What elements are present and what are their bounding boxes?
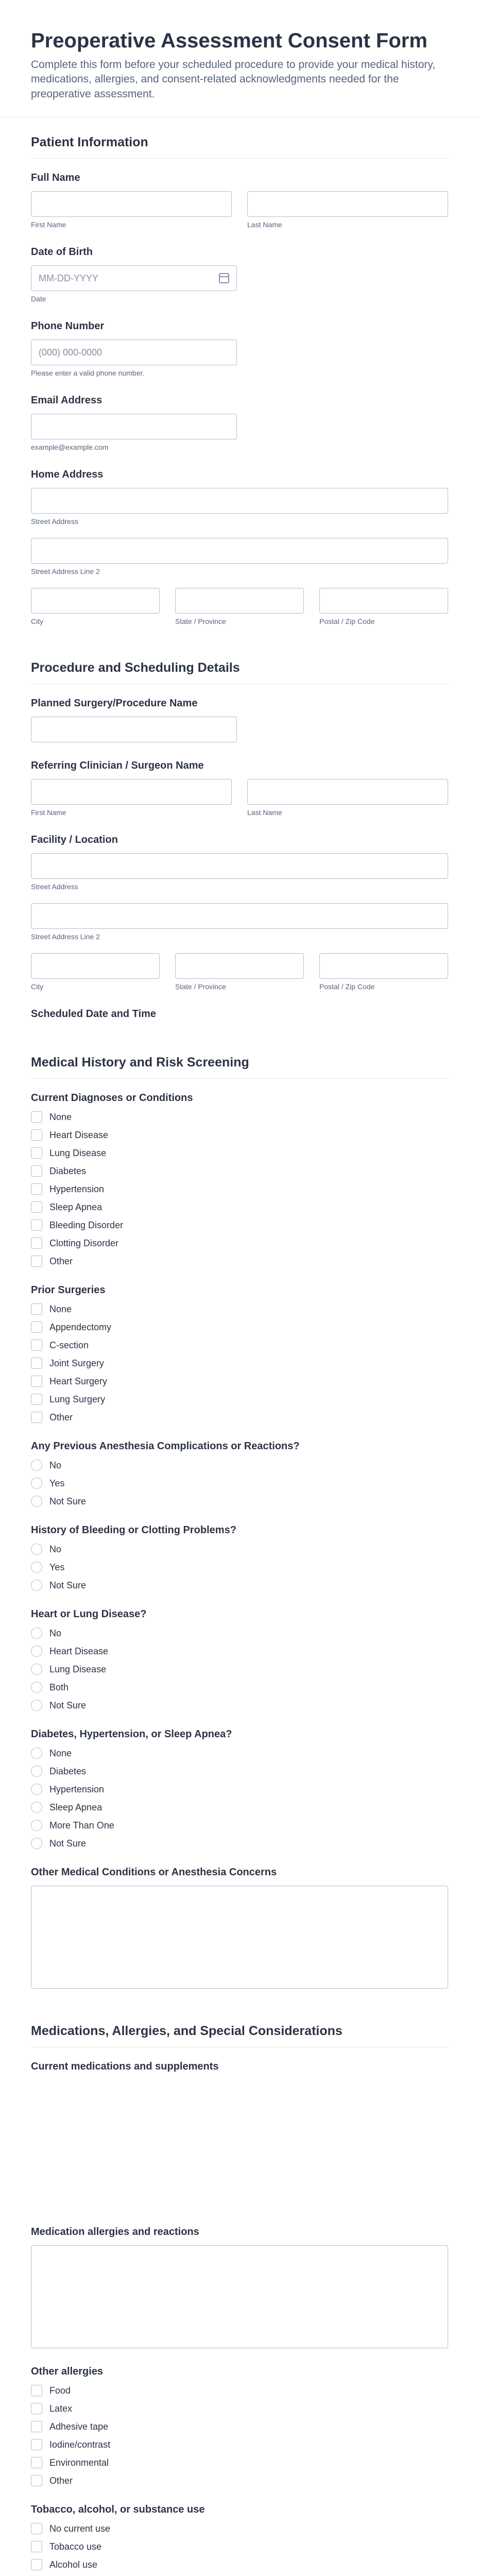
other-conditions-field xyxy=(31,1867,448,1989)
sublabel: First Name xyxy=(31,221,66,229)
field-label: Tobacco, alcohol, or substance use xyxy=(31,2504,205,2516)
checkbox[interactable] xyxy=(31,2439,42,2450)
option-label: Diabetes xyxy=(49,1165,87,1176)
option-label: Iodine/contrast xyxy=(49,2439,111,2450)
option-label: C-section xyxy=(49,1340,89,1350)
checkbox-option[interactable] xyxy=(31,1376,448,1387)
checkbox-option[interactable] xyxy=(31,2421,448,2432)
option-label: Joint Surgery xyxy=(49,1358,105,1368)
city-input[interactable] xyxy=(31,588,160,614)
checkbox-option[interactable] xyxy=(31,2523,448,2534)
surgery-name-input[interactable] xyxy=(31,717,237,742)
checkbox-option[interactable] xyxy=(31,1238,448,1249)
checkbox-option[interactable] xyxy=(31,1165,448,1177)
section-header xyxy=(31,2006,448,2047)
option-label: Not Sure xyxy=(49,1700,87,1710)
radio-option[interactable] xyxy=(31,1802,448,1813)
checkbox[interactable] xyxy=(31,1340,42,1351)
medications-section xyxy=(0,2006,479,2576)
sublabel: Date xyxy=(31,295,46,303)
field-label: Prior Surgeries xyxy=(31,1284,106,1296)
section-header xyxy=(31,643,448,684)
radio-button[interactable] xyxy=(31,1478,42,1489)
option-label: Other xyxy=(49,2475,73,2486)
checkbox[interactable] xyxy=(31,2541,42,2552)
full-name-field xyxy=(31,172,448,229)
bleeding-field xyxy=(31,1524,448,1591)
medication-allergies-field xyxy=(31,2226,448,2348)
sublabel: Postal / Zip Code xyxy=(319,982,375,991)
sublabel: City xyxy=(31,982,44,991)
option-label: No current use xyxy=(49,2523,111,2534)
first-name-input[interactable] xyxy=(31,191,232,217)
radio-option[interactable] xyxy=(31,1682,448,1693)
sublabel: Street Address Line 2 xyxy=(31,567,100,576)
clinician-field xyxy=(31,760,448,817)
radio-option[interactable] xyxy=(31,1496,448,1507)
other-allergies-field xyxy=(31,2366,448,2486)
checkbox-option[interactable] xyxy=(31,1147,448,1159)
surgery-name-field xyxy=(31,698,448,742)
option-label: Tobacco use xyxy=(49,2541,102,2552)
option-label: Other xyxy=(49,1256,73,1266)
checkbox[interactable] xyxy=(31,1238,42,1249)
field-label: Referring Clinician / Surgeon Name xyxy=(31,760,204,772)
radio-button[interactable] xyxy=(31,1580,42,1591)
checkbox-option[interactable] xyxy=(31,2403,448,2414)
radio-button[interactable] xyxy=(31,1784,42,1795)
anesthesia-options xyxy=(31,1460,448,1507)
facility-street-input[interactable] xyxy=(31,853,448,879)
radio-button[interactable] xyxy=(31,1700,42,1711)
field-label: Phone Number xyxy=(31,320,105,332)
anesthesia-field xyxy=(31,1440,448,1507)
checkbox[interactable] xyxy=(31,2559,42,2570)
section-title: Medical History and Risk Screening xyxy=(31,1055,249,1070)
checkbox[interactable] xyxy=(31,1165,42,1177)
option-label: Latex xyxy=(49,2403,73,2414)
checkbox[interactable] xyxy=(31,1321,42,1333)
checkbox-option[interactable] xyxy=(31,1111,448,1123)
sublabel: Last Name xyxy=(247,221,282,229)
field-label: Diabetes, Hypertension, or Sleep Apnea? xyxy=(31,1728,232,1740)
radio-option[interactable] xyxy=(31,1748,448,1759)
radio-button[interactable] xyxy=(31,1682,42,1693)
zip-input[interactable] xyxy=(319,588,448,614)
surgeries-field xyxy=(31,1284,448,1423)
option-label: Heart Disease xyxy=(49,1646,109,1656)
option-label: Hypertension xyxy=(49,1784,105,1794)
checkbox-option[interactable] xyxy=(31,2439,448,2450)
radio-button[interactable] xyxy=(31,1544,42,1555)
option-label: Heart Surgery xyxy=(49,1376,108,1386)
phone-input[interactable] xyxy=(31,340,237,365)
radio-button[interactable] xyxy=(31,1628,42,1639)
option-label: Food xyxy=(49,2385,71,2396)
option-label: Other xyxy=(49,1412,73,1422)
field-label: Other allergies xyxy=(31,2366,104,2378)
option-label: Sleep Apnea xyxy=(49,1802,102,1812)
checkbox-option[interactable] xyxy=(31,1129,448,1141)
checkbox[interactable] xyxy=(31,2457,42,2468)
checkbox-option[interactable] xyxy=(31,2541,448,2552)
radio-option[interactable] xyxy=(31,1820,448,1831)
checkbox-option[interactable] xyxy=(31,2385,448,2396)
section-title: Patient Information xyxy=(31,135,148,150)
sublabel: State / Province xyxy=(175,617,226,626)
radio-button[interactable] xyxy=(31,1646,42,1657)
checkbox[interactable] xyxy=(31,1376,42,1387)
checkbox[interactable] xyxy=(31,1394,42,1405)
option-label: None xyxy=(49,1748,72,1758)
email-input[interactable] xyxy=(31,414,237,439)
radio-button[interactable] xyxy=(31,1802,42,1813)
radio-button[interactable] xyxy=(31,1460,42,1471)
street-address-input[interactable] xyxy=(31,488,448,514)
radio-button[interactable] xyxy=(31,1562,42,1573)
procedure-section xyxy=(0,643,479,1020)
field-label: Current medications and supplements xyxy=(31,2061,219,2073)
radio-option[interactable] xyxy=(31,1664,448,1675)
checkbox[interactable] xyxy=(31,1201,42,1213)
email-field xyxy=(31,395,448,451)
checkbox-option[interactable] xyxy=(31,1183,448,1195)
checkbox[interactable] xyxy=(31,1412,42,1423)
checkbox-option[interactable] xyxy=(31,1394,448,1405)
option-label: Lung Disease xyxy=(49,1147,107,1158)
field-label: History of Bleeding or Clotting Problems? xyxy=(31,1524,236,1536)
checkbox[interactable] xyxy=(31,1358,42,1369)
dob-placeholder: MM-DD-YYYY xyxy=(39,273,98,283)
checkbox[interactable] xyxy=(31,1129,42,1141)
checkbox-option[interactable] xyxy=(31,1303,448,1315)
option-label: Lung Disease xyxy=(49,1664,107,1674)
checkbox-option[interactable] xyxy=(31,1358,448,1369)
option-label: Both xyxy=(49,1682,69,1692)
checkbox-option[interactable] xyxy=(31,2475,448,2486)
checkbox[interactable] xyxy=(31,1183,42,1195)
option-label: No xyxy=(49,1628,62,1638)
sublabel: State / Province xyxy=(175,982,226,991)
surgeries-options xyxy=(31,1303,448,1423)
radio-option[interactable] xyxy=(31,1646,448,1657)
facility-field xyxy=(31,834,448,991)
option-label: Not Sure xyxy=(49,1496,87,1506)
field-label: Facility / Location xyxy=(31,834,118,846)
form-description: Complete this form before your scheduled procedure to provide your medical history, medications, allergies, and consent-related acknowledgments needed for the preoperative assessment. xyxy=(31,59,436,100)
heart-lung-options xyxy=(31,1628,448,1711)
substance-field xyxy=(31,2504,448,2576)
sublabel: example@example.com xyxy=(31,443,109,452)
option-label: Sleep Apnea xyxy=(49,1201,102,1212)
option-label: Heart Disease xyxy=(49,1129,109,1140)
radio-option[interactable] xyxy=(31,1784,448,1795)
diagnoses-options xyxy=(31,1111,448,1267)
medication-allergies-textarea[interactable] xyxy=(31,2245,448,2348)
checkbox[interactable] xyxy=(31,1303,42,1315)
field-label: Medication allergies and reactions xyxy=(31,2226,199,2238)
diagnoses-field xyxy=(31,1092,448,1267)
substance-options xyxy=(31,2523,448,2576)
clinician-first-name-input[interactable] xyxy=(31,779,232,805)
option-label: Diabetes xyxy=(49,1766,87,1776)
checkbox[interactable] xyxy=(31,2475,42,2486)
option-label: Yes xyxy=(49,1478,65,1488)
last-name-input[interactable] xyxy=(247,191,448,217)
option-label: Not Sure xyxy=(49,1580,87,1590)
sublabel: City xyxy=(31,617,44,626)
checkbox[interactable] xyxy=(31,2403,42,2414)
checkbox-option[interactable] xyxy=(31,1201,448,1213)
option-label: No xyxy=(49,1544,62,1554)
field-label: Any Previous Anesthesia Complications or Reactions? xyxy=(31,1440,300,1452)
current-medications-field xyxy=(31,2061,448,2209)
radio-option[interactable] xyxy=(31,1562,448,1573)
radio-option[interactable] xyxy=(31,1460,448,1471)
checkbox-option[interactable] xyxy=(31,1256,448,1267)
field-label: Scheduled Date and Time xyxy=(31,1008,157,1020)
checkbox[interactable] xyxy=(31,2385,42,2396)
field-label: Full Name xyxy=(31,172,80,184)
other-allergies-options xyxy=(31,2385,448,2486)
field-label: Planned Surgery/Procedure Name xyxy=(31,698,198,709)
facility-zip-input[interactable] xyxy=(319,953,448,979)
radio-option[interactable] xyxy=(31,1766,448,1777)
radio-button[interactable] xyxy=(31,1838,42,1849)
bleeding-options xyxy=(31,1544,448,1591)
option-label: Environmental xyxy=(49,2457,109,2468)
option-label: Bleeding Disorder xyxy=(49,1219,124,1230)
phone-field xyxy=(31,320,448,377)
current-medications-area[interactable] xyxy=(31,2080,448,2209)
radio-button[interactable] xyxy=(31,1766,42,1777)
checkbox-option[interactable] xyxy=(31,1219,448,1231)
date-time-field xyxy=(31,1008,448,1020)
sublabel: First Name xyxy=(31,808,66,817)
checkbox[interactable] xyxy=(31,2421,42,2432)
option-label: None xyxy=(49,1303,72,1314)
option-label: Lung Surgery xyxy=(49,1394,106,1404)
radio-option[interactable] xyxy=(31,1544,448,1555)
form-header xyxy=(0,0,479,117)
checkbox-option[interactable] xyxy=(31,2559,448,2570)
option-label: Alcohol use xyxy=(49,2559,98,2570)
facility-state-input[interactable] xyxy=(175,953,304,979)
checkbox[interactable] xyxy=(31,2523,42,2534)
checkbox-option[interactable] xyxy=(31,1340,448,1351)
dob-field xyxy=(31,246,448,303)
field-label: Date of Birth xyxy=(31,246,93,258)
checkbox-option[interactable] xyxy=(31,2457,448,2468)
radio-option[interactable] xyxy=(31,1478,448,1489)
other-conditions-textarea[interactable] xyxy=(31,1886,448,1989)
radio-button[interactable] xyxy=(31,1664,42,1675)
sublabel: Street Address xyxy=(31,883,78,891)
field-label: Heart or Lung Disease? xyxy=(31,1608,147,1620)
facility-city-input[interactable] xyxy=(31,953,160,979)
section-title: Procedure and Scheduling Details xyxy=(31,660,240,675)
sublabel: Street Address xyxy=(31,517,78,526)
option-label: Adhesive tape xyxy=(49,2421,109,2432)
radio-button[interactable] xyxy=(31,1820,42,1831)
calendar-icon[interactable] xyxy=(219,273,229,283)
option-label: Not Sure xyxy=(49,1838,87,1849)
phone-placeholder: (000) 000-0000 xyxy=(39,347,102,358)
street-address-2-input[interactable] xyxy=(31,538,448,564)
checkbox[interactable] xyxy=(31,1219,42,1231)
section-header xyxy=(31,117,448,159)
field-label: Current Diagnoses or Conditions xyxy=(31,1092,193,1104)
radio-option[interactable] xyxy=(31,1580,448,1591)
field-label: Email Address xyxy=(31,395,102,406)
checkbox-option[interactable] xyxy=(31,1412,448,1423)
radio-button[interactable] xyxy=(31,1496,42,1507)
facility-street-2-input[interactable] xyxy=(31,903,448,929)
history-section xyxy=(0,1038,479,1989)
clinician-last-name-input[interactable] xyxy=(247,779,448,805)
radio-option[interactable] xyxy=(31,1838,448,1849)
radio-option[interactable] xyxy=(31,1700,448,1711)
option-label: None xyxy=(49,1111,72,1122)
checkbox-option[interactable] xyxy=(31,1321,448,1333)
option-label: More Than One xyxy=(49,1820,114,1831)
dhs-options xyxy=(31,1748,448,1849)
heart-lung-field xyxy=(31,1608,448,1711)
field-label: Home Address xyxy=(31,469,104,481)
option-label: Yes xyxy=(49,1562,65,1572)
option-label: Clotting Disorder xyxy=(49,1238,119,1248)
sublabel: Street Address Line 2 xyxy=(31,933,100,941)
field-label: Other Medical Conditions or Anesthesia Concerns xyxy=(31,1867,277,1878)
checkbox[interactable] xyxy=(31,1111,42,1123)
home-address-field xyxy=(31,469,448,625)
section-header xyxy=(31,1038,448,1079)
dhs-field xyxy=(31,1728,448,1849)
dob-input[interactable] xyxy=(31,265,237,291)
section-title: Medications, Allergies, and Special Considerations xyxy=(31,2024,343,2039)
form-title: Preoperative Assessment Consent Form xyxy=(31,29,427,52)
checkbox[interactable] xyxy=(31,1147,42,1159)
option-label: Hypertension xyxy=(49,1183,105,1194)
radio-button[interactable] xyxy=(31,1748,42,1759)
sublabel: Postal / Zip Code xyxy=(319,617,375,626)
radio-option[interactable] xyxy=(31,1628,448,1639)
option-label: No xyxy=(49,1460,62,1470)
checkbox[interactable] xyxy=(31,1256,42,1267)
patient-section xyxy=(0,117,479,625)
sublabel: Please enter a valid phone number. xyxy=(31,369,145,378)
option-label: Appendectomy xyxy=(49,1321,112,1332)
sublabel: Last Name xyxy=(247,808,282,817)
state-input[interactable] xyxy=(175,588,304,614)
